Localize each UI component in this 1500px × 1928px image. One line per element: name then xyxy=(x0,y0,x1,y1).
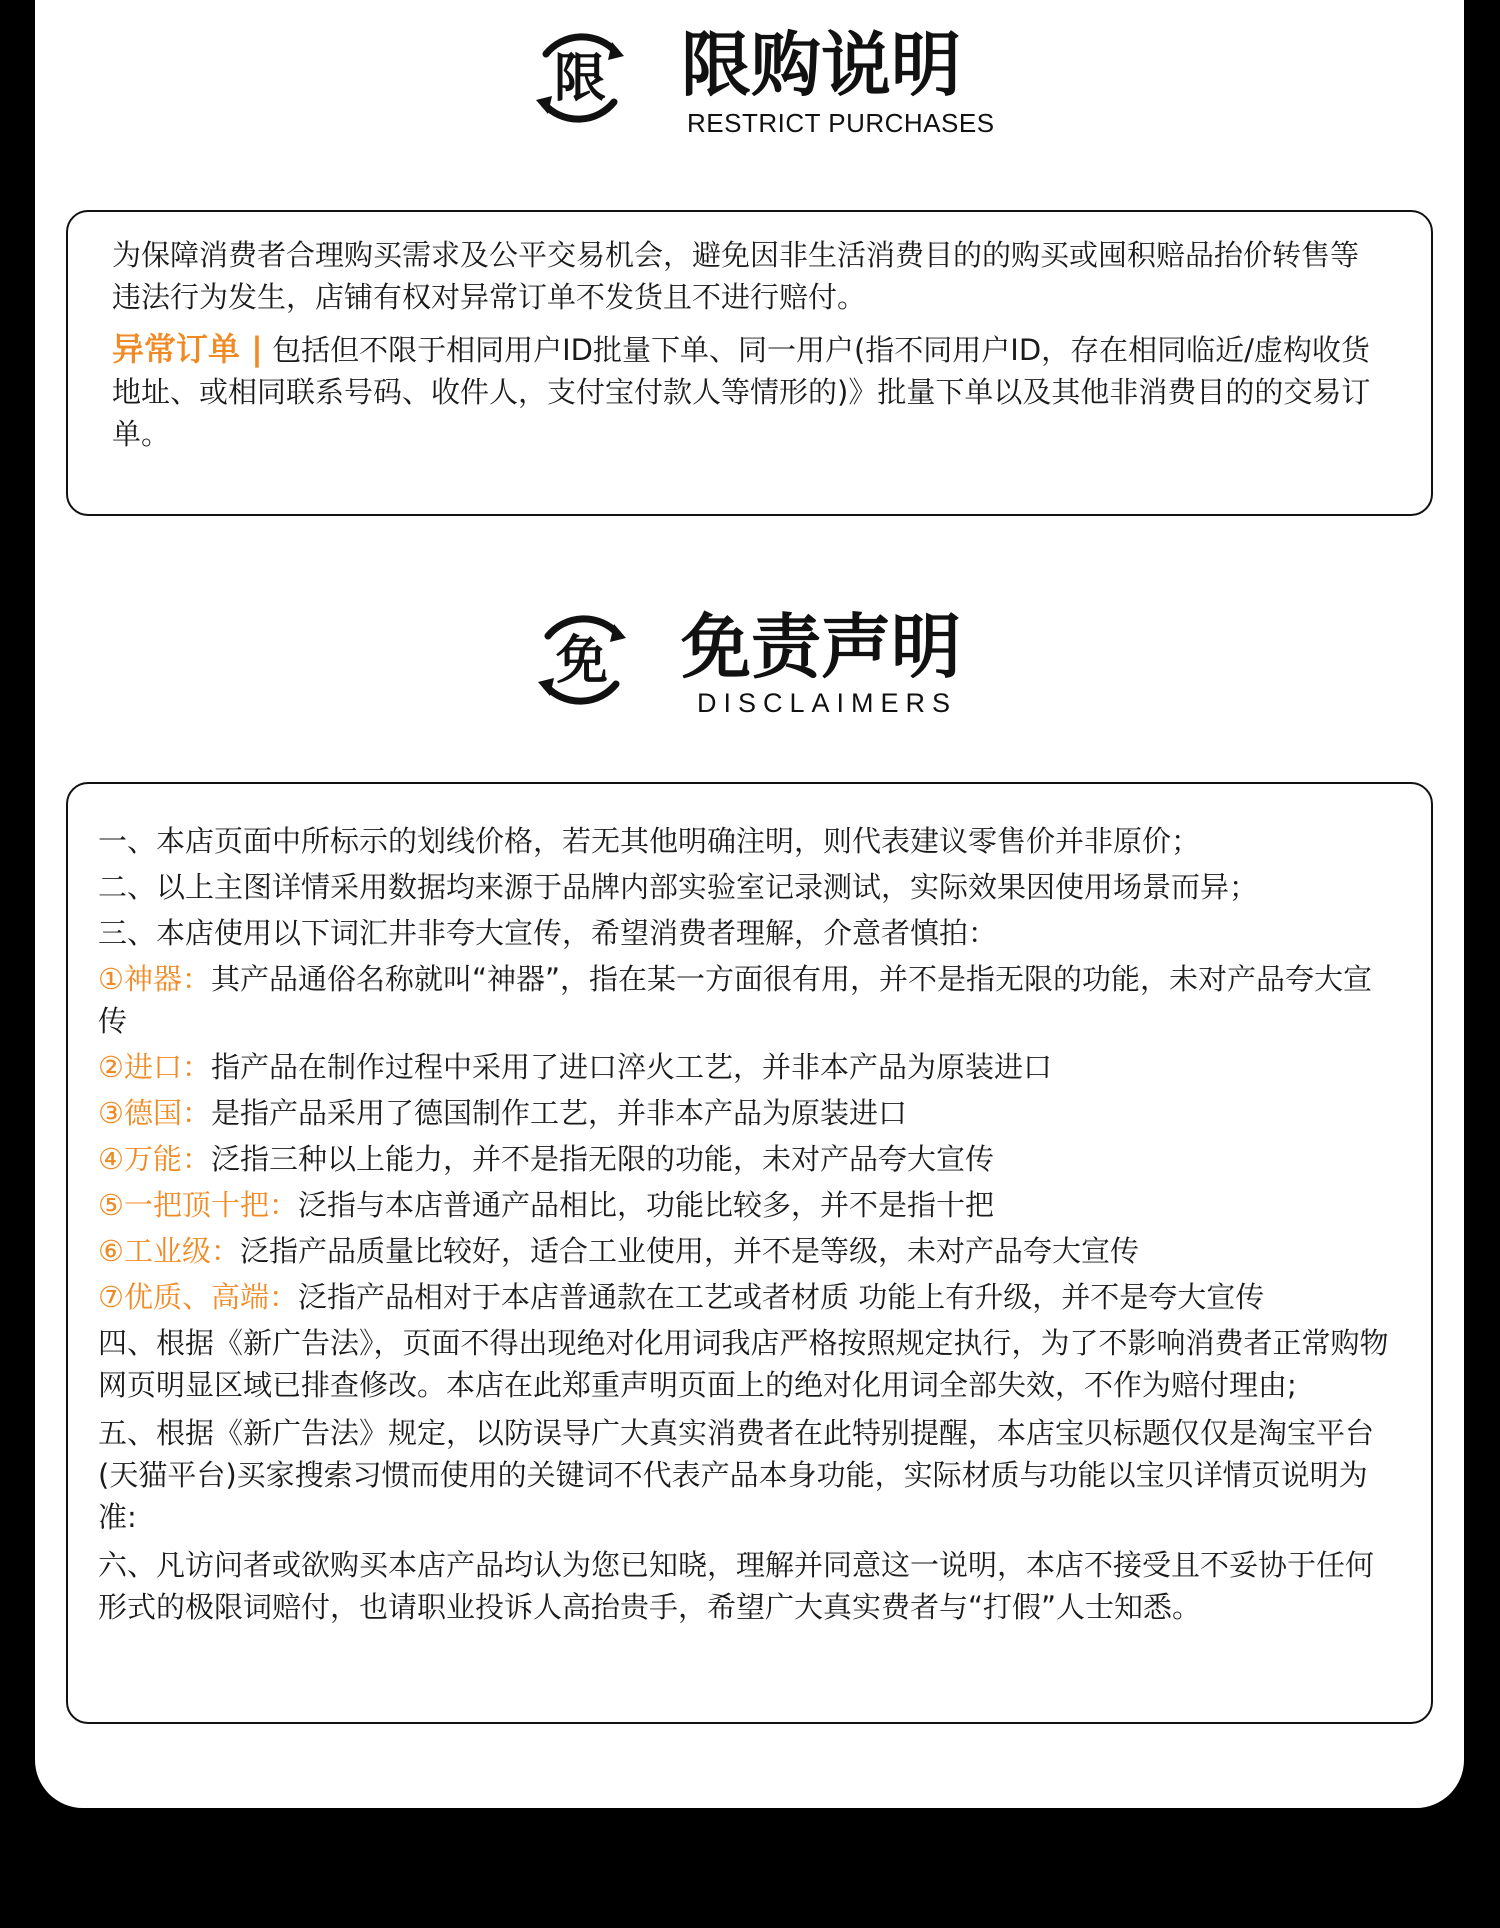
term-label: ⑦优质、高端： xyxy=(98,1280,298,1314)
disclaimer-line-2: 二、以上主图详情采用数据均来源于品牌内部实验室记录测试，实际效果因使用场景而异； xyxy=(98,870,1259,904)
term-text: 泛指三种以上能力，并不是指无限的功能，未对产品夸大宣传 xyxy=(211,1142,995,1176)
disclaimer-panel xyxy=(66,782,1433,1724)
term-text: 泛指产品相对于本店普通款在工艺或者材质 功能上有升级，并不是夸大宣传 xyxy=(298,1280,1265,1314)
term-label: ②进口： xyxy=(98,1050,211,1084)
restrict-highlight xyxy=(112,328,1387,455)
disclaimer-line-6: 六、凡访问者或欲购买本店产品均认为您已知晓，理解并同意这一说明，本店不接受且不妥协于任何形式的极限词赔付，也请职业投诉人高抬贵手，希望广大真实费者与“打假”人士知悉。 xyxy=(98,1548,1375,1624)
disclaimer-line-5: 五、根据《新广告法》规定，以防误导广大真实消费者在此特别提醒，本店宝贝标题仅仅是淘宝平台(天猫平台)买家搜索习惯而使用的关键词不代表产品本身功能，实际材质与功能以宝贝详情页说明为准: xyxy=(98,1416,1375,1534)
term-item xyxy=(98,1046,1395,1088)
restrict-paragraph: 为保障消费者合理购买需求及公平交易机会，避免因非生活消费目的的购买或囤积赔品抬价转售等违法行为发生，店铺有权对异常订单不发货且不进行赔付。 xyxy=(112,238,1360,314)
content-card xyxy=(35,0,1464,1808)
restrict-badge-icon xyxy=(526,24,634,132)
restrict-highlight-label: 异常订单 | xyxy=(112,330,263,368)
restrict-title: 限购说明 xyxy=(681,24,961,106)
term-item xyxy=(98,1230,1395,1272)
term-label: ⑥工业级： xyxy=(98,1234,240,1268)
term-text: 泛指与本店普通产品相比，功能比较多，并不是指十把 xyxy=(298,1188,995,1222)
restrict-panel xyxy=(66,210,1433,516)
term-text: 指产品在制作过程中采用了进口淬火工艺，并非本产品为原装进口 xyxy=(211,1050,1053,1084)
term-text: 泛指产品质量比较好，适合工业使用，并不是等级，未对产品夸大宣传 xyxy=(240,1234,1140,1268)
term-label: ④万能： xyxy=(98,1142,211,1176)
term-item xyxy=(98,958,1395,1042)
term-text: 是指产品采用了德国制作工艺，并非本产品为原装进口 xyxy=(211,1096,908,1130)
disclaimer-body xyxy=(98,820,1395,1628)
restrict-subtitle: RESTRICT PURCHASES xyxy=(687,108,995,138)
restrict-header xyxy=(35,22,1464,142)
disclaimer-line-1: 一、本店页面中所标示的划线价格，若无其他明确注明，则代表建议零售价并非原价； xyxy=(98,824,1201,858)
term-item xyxy=(98,1276,1395,1318)
disclaimer-badge-icon xyxy=(528,606,636,714)
term-item xyxy=(98,1184,1395,1226)
term-label: ①神器： xyxy=(98,962,211,996)
term-label: ③德国： xyxy=(98,1096,211,1130)
disclaimer-subtitle: DISCLAIMERS xyxy=(697,688,958,718)
disclaimer-line-3: 三、本店使用以下词汇井非夸大宣传，希望消费者理解，介意者慎拍： xyxy=(98,916,998,950)
term-text: 其产品通俗名称就叫“神器”，指在某一方面很有用，并不是指无限的功能，未对产品夸大宣传 xyxy=(98,962,1373,1038)
term-item xyxy=(98,1092,1395,1134)
restrict-highlight-text: 包括但不限于相同用户ID批量下单、同一用户(指不同用户ID，存在相同临近/虚构收货地址、或相同联系号码、收件人，支付宝付款人等情形的)》批量下单以及其他非消费目的的交易订单。 xyxy=(112,333,1371,451)
term-label: ⑤一把顶十把： xyxy=(98,1188,298,1222)
disclaimer-title: 免责声明 xyxy=(681,606,961,688)
svg-text:限: 限 xyxy=(553,49,607,109)
svg-text:免: 免 xyxy=(555,631,609,691)
disclaimer-line-4: 四、根据《新广告法》，页面不得出现绝对化用词我店严格按照规定执行，为了不影响消费者正常购物网页明显区域已排查修改。本店在此郑重声明页面上的绝对化用词全部失效，不作为赔付理由; xyxy=(98,1326,1389,1402)
disclaimer-header xyxy=(35,602,1464,722)
term-item xyxy=(98,1138,1395,1180)
